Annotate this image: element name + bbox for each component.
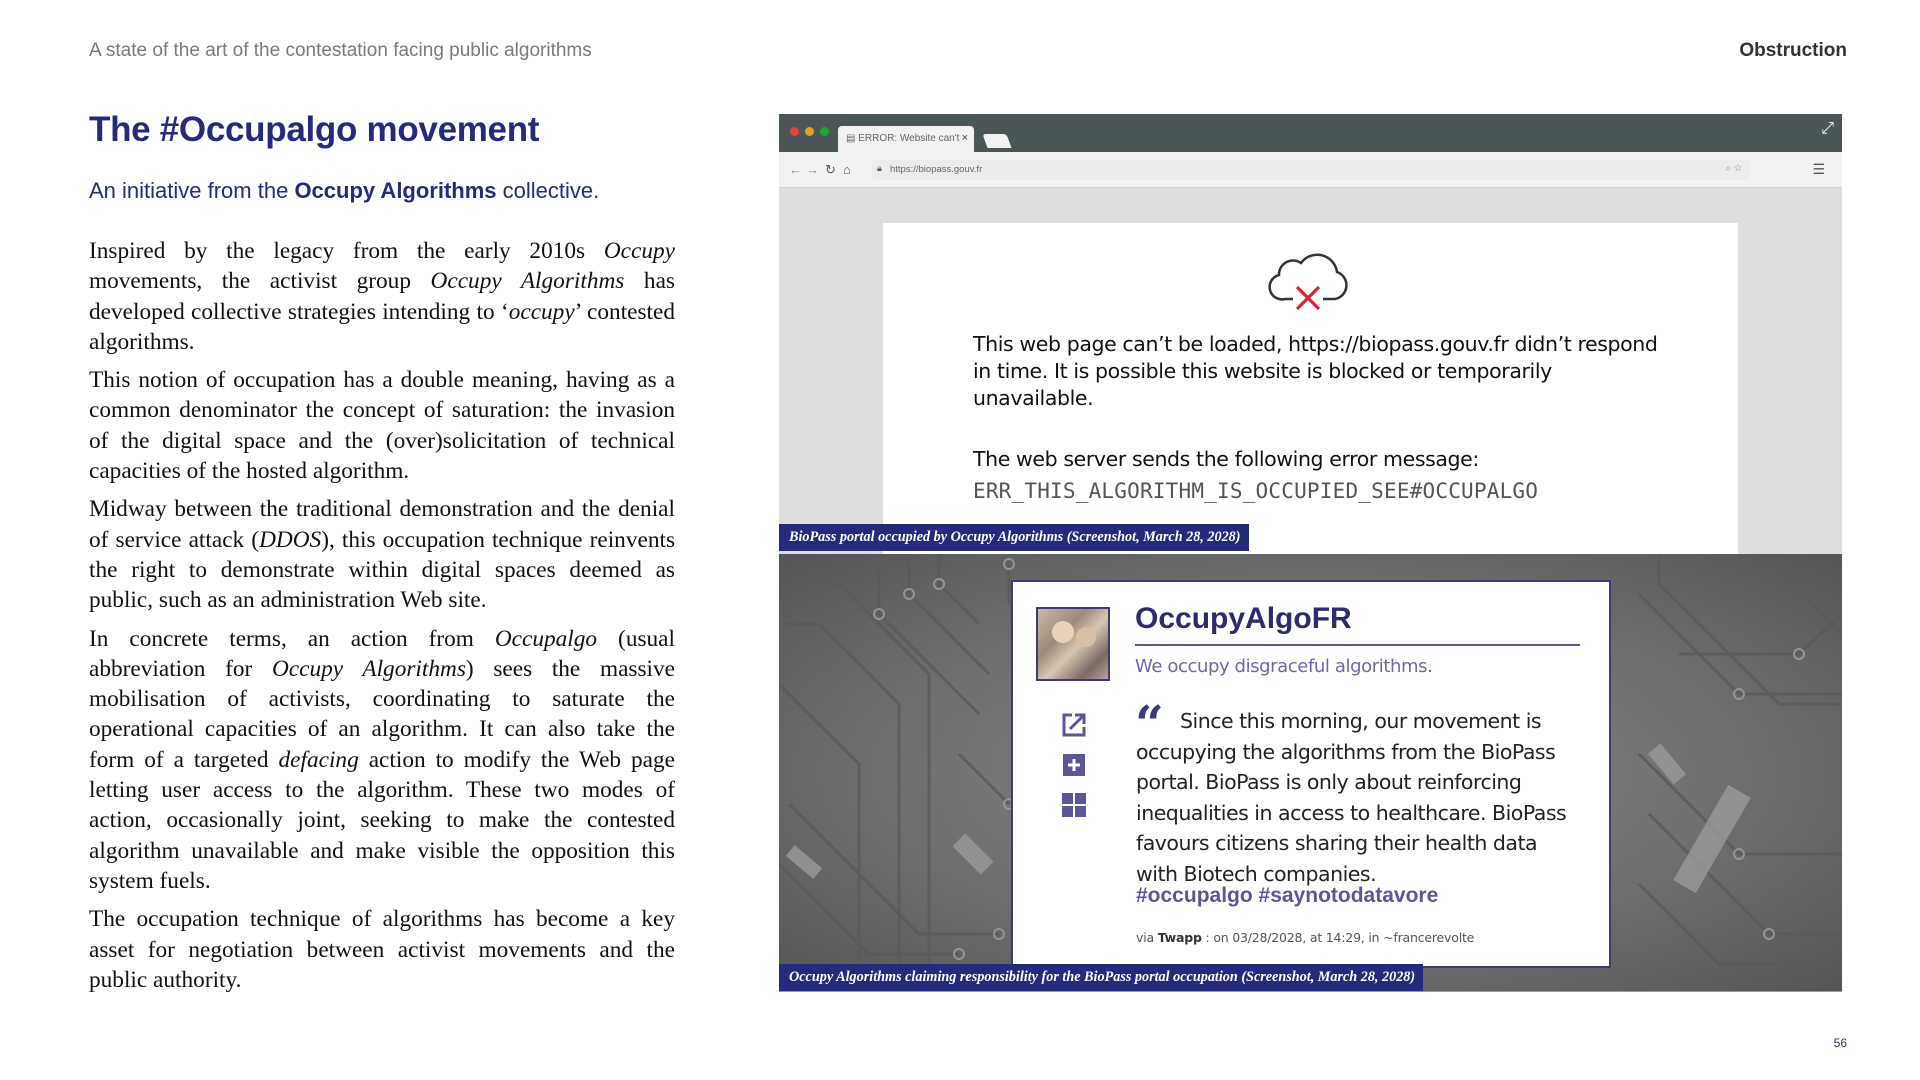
caption-browser: BioPass portal occupied by Occupy Algorithms (Screenshot, March 28, 2028)	[779, 524, 1249, 551]
tweet-bio: We occupy disgraceful algorithms.	[1135, 656, 1433, 677]
external-link-icon	[1059, 710, 1089, 740]
error-message: This web page can’t be loaded, https://biopass.gouv.fr didn’t respond in time. It is possible this website is blocked or temporarily unavailable.	[973, 332, 1658, 410]
tweet-app: Twapp	[1157, 930, 1202, 945]
paragraph-1: Inspired by the legacy from the early 2010s Occupy movements, the activist group Occupy Algorithms has developed collective strategies intending to ‘occupy’ contested algorithms.	[89, 238, 675, 355]
lock-icon: 🔒︎	[877, 163, 882, 173]
tab-title: ERROR: Website can't	[858, 133, 960, 144]
browser-tab-bar	[779, 114, 1842, 152]
subtitle-collective: Occupy Algorithms	[294, 178, 497, 203]
reload-icon: ↻	[825, 162, 836, 177]
url-text: https://biopass.gouv.fr	[890, 164, 983, 175]
tab-close-icon: ×	[961, 132, 968, 144]
subtitle-pre: An initiative from the	[89, 178, 295, 203]
error-card	[883, 223, 1738, 554]
page-number: 56	[1833, 1036, 1847, 1050]
minimize-dot-icon	[805, 127, 814, 136]
avatar-figure-1	[1052, 621, 1074, 643]
address-icons	[1725, 163, 1742, 174]
body-text	[89, 236, 675, 1003]
traffic-light-dots	[790, 127, 829, 136]
tweet-card	[1011, 580, 1611, 968]
caption-tweet: Occupy Algorithms claiming responsibility for the BioPass portal occupation (Screenshot, March 28, 2028)	[779, 964, 1423, 991]
article-title: The #Occupalgo movement	[89, 110, 540, 149]
close-dot-icon	[790, 127, 799, 136]
paragraph-2: This notion of occupation has a double meaning, having as a common denominator the concept of saturation: the invasion of the digital space and the (over)solicitation of technical capacities of the hosted algorithm.	[89, 367, 675, 485]
tweet-account-name: OccupyAlgoFR	[1135, 602, 1352, 635]
star-icon: ☆	[1733, 163, 1742, 174]
browser-screenshot	[779, 114, 1842, 554]
tweet-screenshot	[779, 554, 1842, 992]
quote-icon: “	[1135, 694, 1164, 753]
paragraph-4: In concrete terms, an action from Occupalgo (usual abbreviation for Occupy Algorithms) sees the massive mobilisation of activists, coordinating to saturate the operational capacities of an algorithm. It can also take the form of a targeted defacing action to modify the Web page letting user access to the algorithm. These two modes of action, occasionally joint, seeking to make the contested algorithm unavailable and make visible the opposition this system fuels.	[89, 625, 675, 894]
search-icon: ⌕	[1725, 163, 1732, 174]
browser-toolbar	[779, 152, 1842, 188]
expand-icon: ⤢	[1821, 120, 1834, 137]
running-title: A state of the art of the contestation facing public algorithms	[89, 40, 592, 61]
back-icon: ←	[789, 162, 802, 177]
avatar-figure-2	[1076, 627, 1096, 647]
browser-tab	[838, 126, 974, 152]
plus-icon	[1059, 750, 1089, 780]
tweet-meta: via Twapp : on 03/28/2028, at 14:29, in ~francerevolte	[1136, 930, 1475, 945]
maximize-dot-icon	[820, 127, 829, 136]
article-subtitle	[89, 178, 599, 204]
tweet-hashtags: #occupalgo #saynotodatavore	[1136, 884, 1439, 907]
tweet-text: Since this morning, our movement is occupying the algorithms from the BioPass portal. BioPass is only about reinforcing inequalities in access to healthcare. BioPass favours citizens sharing their health data with Biotech companies.	[1136, 709, 1567, 886]
error-code: ERR_THIS_ALGORITHM_IS_OCCUPIED_SEE#OCCUPALGO	[973, 479, 1539, 503]
new-tab-button	[982, 134, 1011, 148]
forward-icon: →	[806, 162, 819, 177]
paragraph-3: Midway between the traditional demonstration and the denial of service attack (DDOS), this occupation technique reinvents the right to demonstrate within digital spaces deemed as public, such as an administration Web site.	[89, 496, 676, 614]
address-bar	[872, 160, 1750, 180]
paragraph-5: The occupation technique of algorithms has become a key asset for negotiation between activist movements and the public authority.	[89, 906, 675, 993]
subtitle-post: collective.	[496, 178, 600, 203]
cloud-error-icon	[1263, 249, 1355, 313]
grid-icon	[1059, 790, 1089, 820]
page-icon: ▤	[846, 133, 859, 144]
section-label: Obstruction	[1739, 40, 1847, 61]
tweet-name-rule	[1135, 644, 1580, 646]
menu-icon: ☰	[1812, 161, 1825, 177]
home-icon: ⌂	[843, 162, 851, 177]
avatar	[1036, 607, 1110, 681]
error-label: The web server sends the following error message:	[973, 447, 1479, 471]
